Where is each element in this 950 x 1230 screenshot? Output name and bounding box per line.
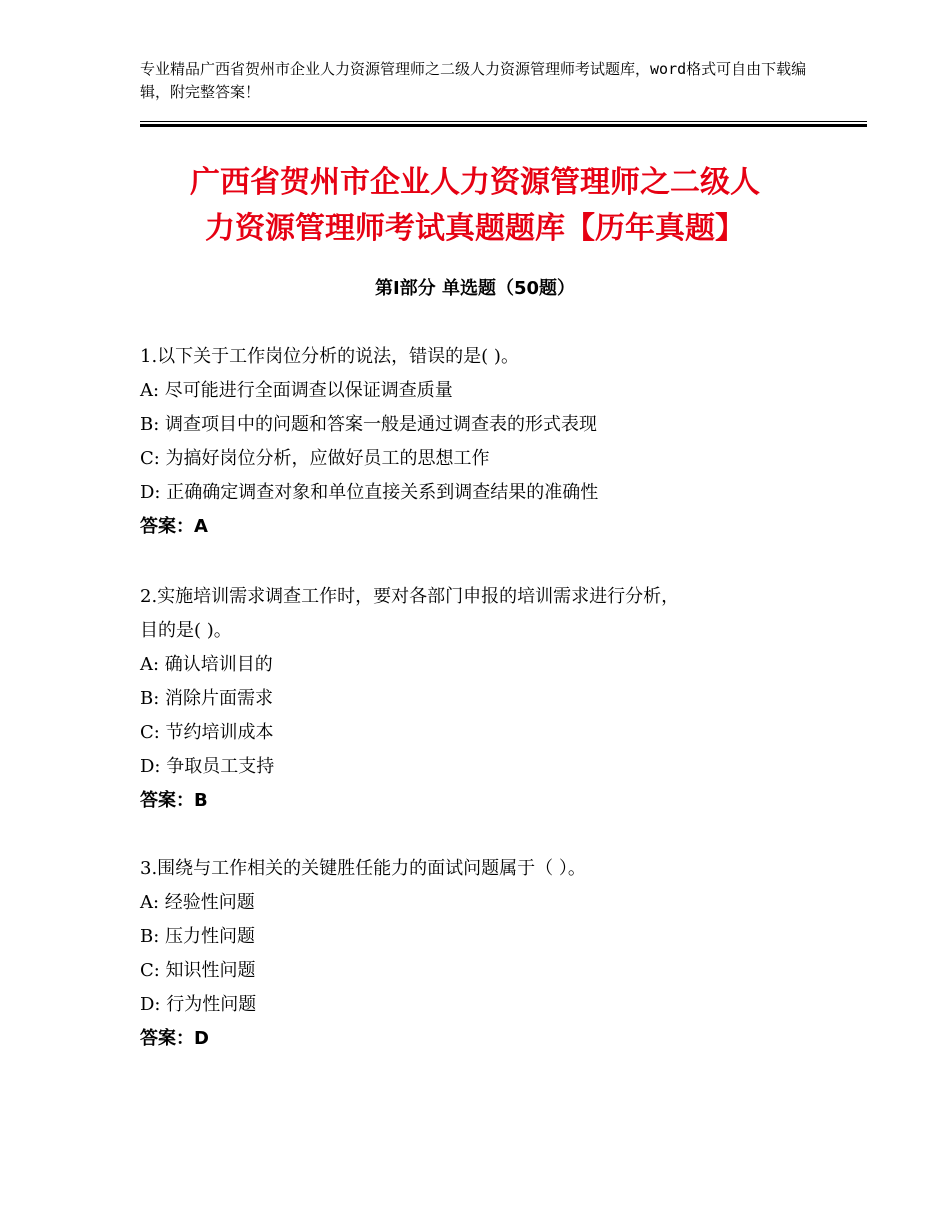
question-stem: 3.围绕与工作相关的关键胜任能力的面试问题属于（ ）。 (140, 858, 586, 879)
option-c: C: 知识性问题 (140, 960, 256, 981)
option-d: D: 行为性问题 (140, 994, 257, 1015)
header-divider-thick (140, 124, 867, 127)
option-a: A: 尽可能进行全面调查以保证调查质量 (140, 380, 453, 401)
question-stem: 1.以下关于工作岗位分析的说法，错误的是( )。 (140, 346, 519, 367)
question-stem-line-2: 目的是( )。 (140, 620, 232, 641)
option-b: B: 调查项目中的问题和答案一般是通过调查表的形式表现 (140, 414, 598, 435)
option-c: C: 为搞好岗位分析，应做好员工的思想工作 (140, 448, 490, 469)
document-title (120, 160, 830, 252)
question-1 (140, 340, 830, 544)
section-heading: 第Ⅰ部分 单选题（50题） (374, 278, 575, 299)
answer-label: 答案：A (140, 516, 208, 537)
option-c: C: 节约培训成本 (140, 722, 274, 743)
option-d: D: 争取员工支持 (140, 756, 275, 777)
question-2 (140, 580, 830, 818)
question-3 (140, 852, 830, 1056)
header-note: 专业精品广西省贺州市企业人力资源管理师之二级人力资源管理师考试题库，word格式可自由下载编辑，附完整答案！ (140, 60, 807, 101)
option-b: B: 消除片面需求 (140, 688, 274, 709)
document-title-line-1: 广西省贺州市企业人力资源管理师之二级人 (190, 165, 760, 200)
document-title-line-2: 力资源管理师考试真题题库【历年真题】 (205, 211, 745, 246)
header-divider-thin (140, 121, 867, 122)
option-d: D: 正确确定调查对象和单位直接关系到调查结果的准确性 (140, 482, 599, 503)
option-b: B: 压力性问题 (140, 926, 256, 947)
question-stem-line-1: 2.实施培训需求调查工作时，要对各部门申报的培训需求进行分析， (140, 586, 680, 607)
option-a: A: 确认培训目的 (140, 654, 273, 675)
answer-label: 答案：D (140, 1028, 209, 1049)
answer-label: 答案：B (140, 790, 208, 811)
option-a: A: 经验性问题 (140, 892, 255, 913)
